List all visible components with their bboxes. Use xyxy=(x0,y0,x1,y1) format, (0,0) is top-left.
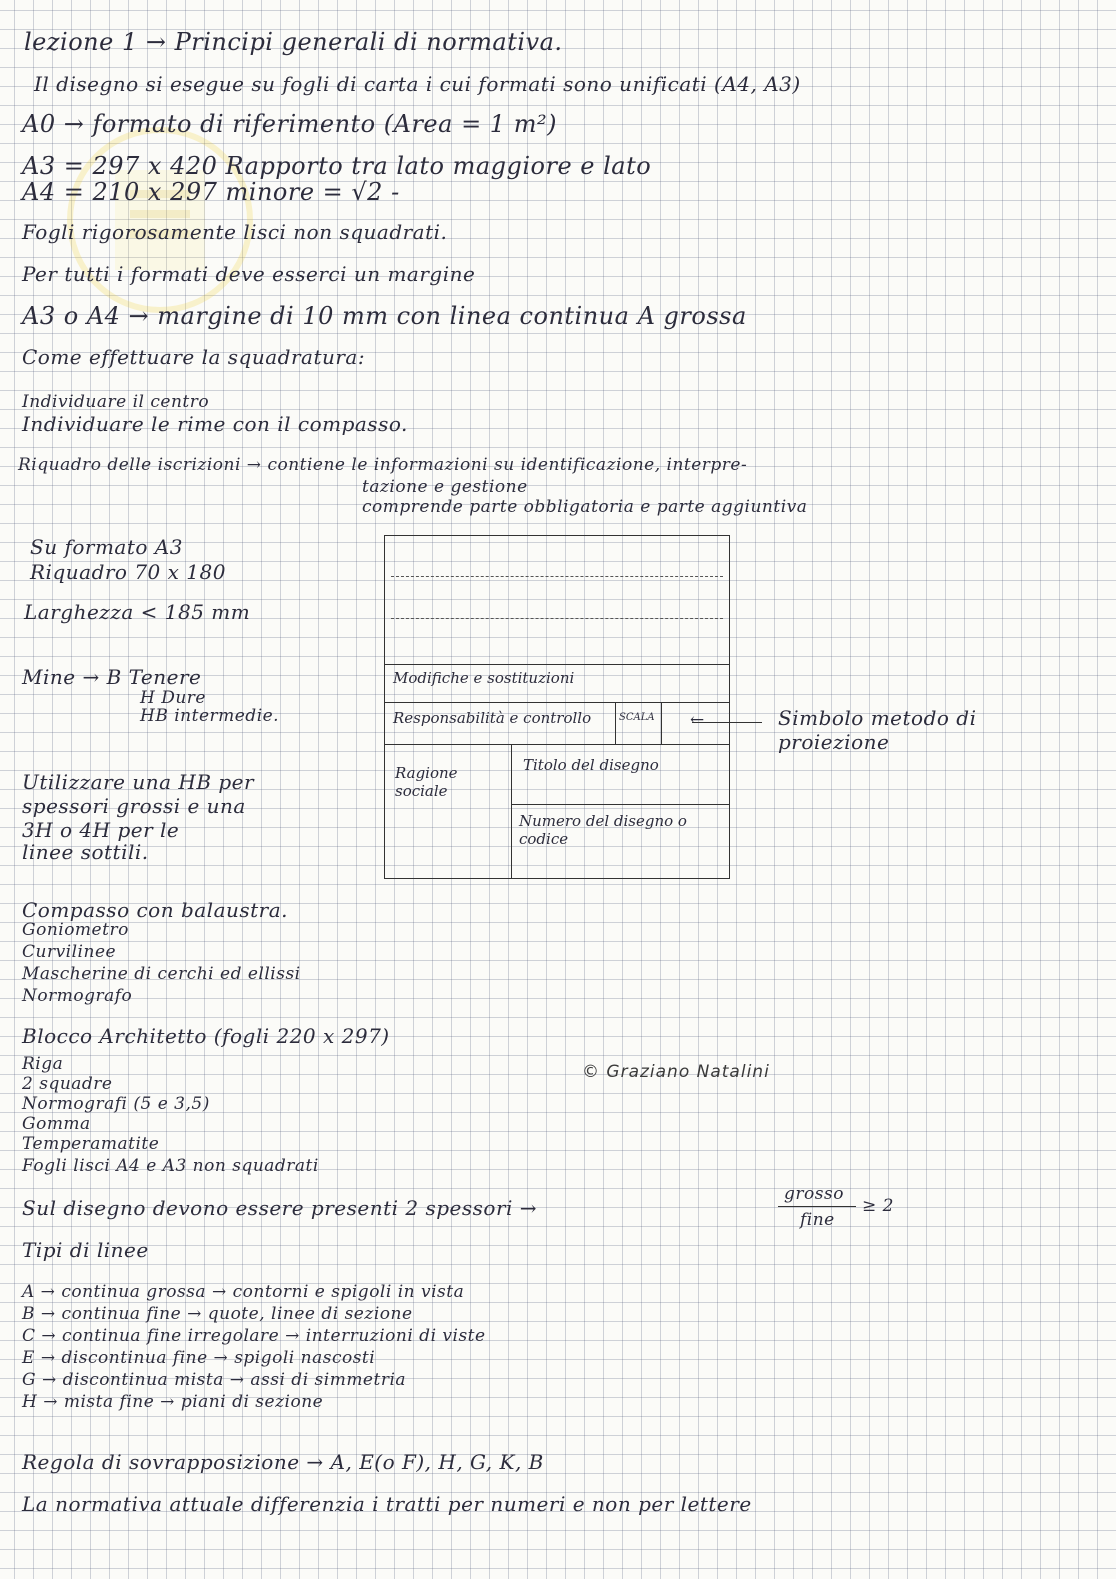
spessori-line: Sul disegno devono essere presenti 2 spessori → xyxy=(22,1196,538,1220)
text-line: comprende parte obbligatoria e parte aggiuntiva xyxy=(362,497,808,517)
note-line: HB intermedie. xyxy=(140,706,280,726)
text-line: Individuare il centro xyxy=(22,392,210,412)
tool-line: Goniometro xyxy=(22,920,129,940)
responsibility-cell: Responsabilità e controllo xyxy=(393,709,592,727)
text-line: Riquadro delle iscrizioni → contiene le informazioni su identificazione, interpre- xyxy=(18,455,748,475)
fraction-ratio: ≥ 2 xyxy=(862,1196,894,1216)
tool-line: Mascherine di cerchi ed ellissi xyxy=(22,964,301,984)
text-line: tazione e gestione xyxy=(362,477,528,497)
fraction-top: grosso xyxy=(784,1184,844,1204)
tool-line: Riga xyxy=(22,1054,64,1074)
symbol-cell: SCALA xyxy=(619,712,655,723)
line-type-row: E → discontinua fine → spigoli nascosti xyxy=(22,1348,376,1368)
note-line: linee sottili. xyxy=(22,840,149,864)
text-line: Come effettuare la squadratura: xyxy=(22,345,366,369)
row-divider xyxy=(385,664,729,665)
note-line: Mine → B Tenere xyxy=(22,665,202,689)
ragione-cell: Ragione sociale xyxy=(395,764,458,800)
row-divider xyxy=(385,702,729,703)
text-line: Per tutti i formati deve esserci un margine xyxy=(22,262,476,286)
tool-line: 2 squadre xyxy=(22,1074,113,1094)
dashed-row xyxy=(391,618,723,619)
text-line: A4 = 210 x 297 minore = √2 - xyxy=(22,178,400,206)
symbol-note: Simbolo metodo di proiezione xyxy=(778,706,977,754)
fraction-bar xyxy=(778,1206,856,1207)
col-divider xyxy=(661,702,662,744)
note-line: Utilizzare una HB per xyxy=(22,770,255,794)
tool-line: Temperamatite xyxy=(22,1134,160,1154)
title-block-diagram xyxy=(384,535,730,879)
fraction-bottom: fine xyxy=(800,1210,835,1230)
note-line: Larghezza < 185 mm xyxy=(24,600,251,624)
line-type-row: B → continua fine → quote, linee di sezione xyxy=(22,1304,413,1324)
modifications-cell: Modifiche e sostituzioni xyxy=(393,669,575,687)
text-line: A0 → formato di riferimento (Area = 1 m²) xyxy=(22,110,557,138)
row-divider xyxy=(385,744,729,745)
tool-line: Compasso con balaustra. xyxy=(22,898,289,922)
closing-line: La normativa attuale differenzia i tratti per numeri e non per lettere xyxy=(22,1492,752,1516)
lesson-title: lezione 1 → Principi generali di normativa. xyxy=(24,28,563,56)
note-line: spessori grossi e una xyxy=(22,794,246,818)
titolo-cell: Titolo del disegno xyxy=(523,756,659,774)
note-line: H Dure xyxy=(140,688,206,708)
row-divider xyxy=(511,804,729,805)
tool-line: Normografo xyxy=(22,986,133,1006)
line-type-row: G → discontinua mista → assi di simmetria xyxy=(22,1370,407,1390)
note-line: Su formato A3 xyxy=(30,535,183,559)
copyright-notice: © Graziano Natalini xyxy=(582,1062,770,1082)
line-type-row: A → continua grossa → contorni e spigoli in vista xyxy=(22,1282,465,1302)
col-divider xyxy=(511,744,512,878)
text-line: Il disegno si esegue su fogli di carta i cui formati sono unificati (A4, A3) xyxy=(34,72,801,96)
text-line: A3 o A4 → margine di 10 mm con linea continua A grossa xyxy=(22,302,747,330)
tool-line: Blocco Architetto (fogli 220 x 297) xyxy=(22,1024,390,1048)
line-type-row: C → continua fine irregolare → interruzioni di viste xyxy=(22,1326,486,1346)
dashed-row xyxy=(391,576,723,577)
note-line: Riquadro 70 x 180 xyxy=(30,560,226,584)
col-divider xyxy=(615,702,616,744)
tool-line: Curvilinee xyxy=(22,942,117,962)
text-line: Individuare le rime con il compasso. xyxy=(22,412,408,436)
tool-line: Fogli lisci A4 e A3 non squadrati xyxy=(22,1156,319,1176)
overlap-rule: Regola di sovrapposizione → A, E(o F), H, G, K, B xyxy=(22,1450,544,1474)
tool-line: Gomma xyxy=(22,1114,91,1134)
numero-cell: Numero del disegno o codice xyxy=(519,812,687,848)
tool-line: Normografi (5 e 3,5) xyxy=(22,1094,210,1114)
note-line: 3H o 4H per le xyxy=(22,818,180,842)
section-heading: Tipi di linee xyxy=(22,1238,149,1262)
text-line: A3 = 297 x 420 Rapporto tra lato maggiore e lato xyxy=(22,152,652,180)
line-type-row: H → mista fine → piani di sezione xyxy=(22,1392,324,1412)
arrow-head-icon: ← xyxy=(690,710,705,730)
text-line: Fogli rigorosamente lisci non squadrati. xyxy=(22,220,448,244)
